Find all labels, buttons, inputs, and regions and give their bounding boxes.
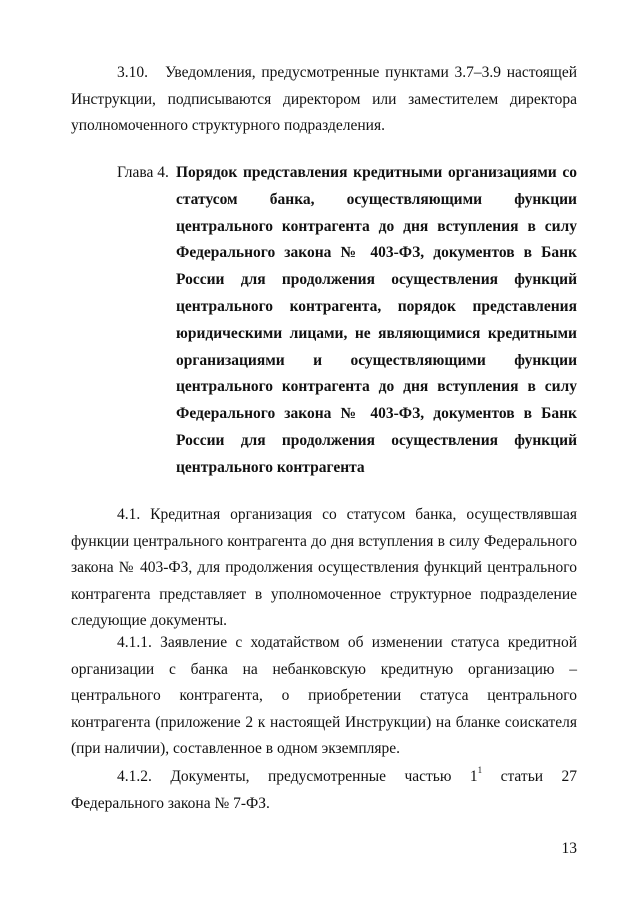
paragraph-number: 4.1.2.	[117, 768, 152, 785]
paragraph-text: Кредитная организация со статусом банка, осуществлявшая функции центрального контрагента до дня вступления в силу Федерального закона № 403-ФЗ, для продолжения осуществления функций центрального контрагента представляет в уполномоченное структурное подразделение следующие документы.	[71, 506, 577, 629]
paragraph-4-1	[71, 502, 577, 635]
chapter-label: Глава 4.	[117, 164, 169, 181]
paragraph-number: 4.1.	[117, 506, 141, 523]
superscript-footnote: 1	[477, 765, 483, 775]
chapter-4-heading	[117, 160, 577, 482]
paragraph-number: 4.1.1.	[117, 634, 152, 651]
page-number: 13	[561, 840, 577, 857]
paragraph-text-before: Документы, предусмотренные частью 1	[170, 768, 478, 785]
chapter-title: Порядок представления кредитными организациями со статусом банка, осуществляющими функции центрального контрагента до дня вступления в силу Федерального закона № 403-ФЗ, документов в Банк России для продолжения осуществления функций центрального контрагента, порядок представления юридическими лицами, не являющимися кредитными организациями и осуществляющими функции центрального контрагента до дня вступления в силу Федерального закона № 403-ФЗ, документов в Банк России для продолжения осуществления функций центрального контрагента	[176, 164, 577, 476]
paragraph-3-10	[71, 60, 577, 140]
paragraph-text-after: статьи 27 Федерального закона № 7-ФЗ.	[71, 768, 577, 812]
paragraph-text: Заявление с ходатайством об изменении статуса кредитной организации с банка на небанковскую кредитную организацию – центрального контрагента, о приобретении статуса центрального контрагента (приложение 2 к настоящей Инструкции) на бланке соискателя (при наличии), составленное в одном экземпляре.	[71, 634, 577, 757]
paragraph-4-1-1	[71, 630, 577, 763]
paragraph-text: Уведомления, предусмотренные пунктами 3.7–3.9 настоящей Инструкции, подписываются директором или заместителем директора уполномоченного структурного подразделения.	[71, 64, 578, 134]
paragraph-number: 3.10.	[117, 64, 148, 81]
paragraph-4-1-2	[71, 764, 577, 817]
